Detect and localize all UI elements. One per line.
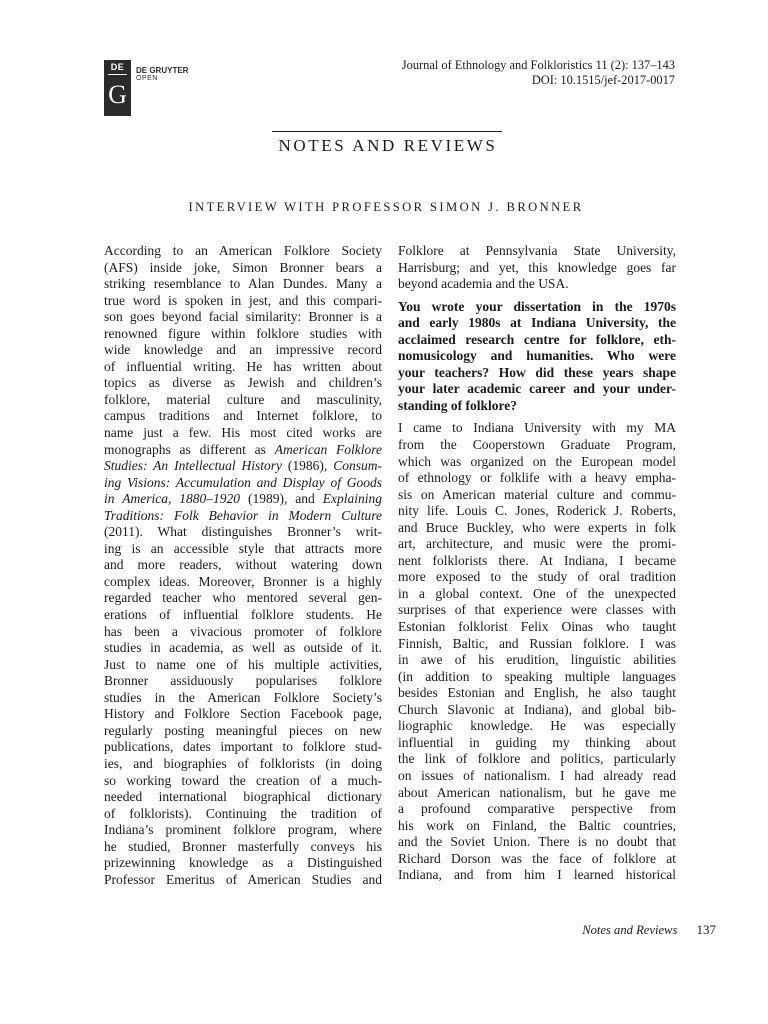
logo-mark-top: DE <box>110 62 125 72</box>
text-run: regularly posting meaningful pieces on new <box>104 722 382 738</box>
body-line: (in addition to speaking multiple languages <box>398 668 676 684</box>
body-line <box>104 342 382 359</box>
body-line: the link of folklore and politics, particularly <box>398 751 676 767</box>
article-title: INTERVIEW WITH PROFESSOR SIMON J. BRONNER <box>188 200 584 214</box>
text-run: has been a vivacious promoter of folklore <box>104 623 382 639</box>
body-line: influential in guiding my thinking about <box>398 734 676 750</box>
journal-doi: DOI: 10.1515/jef-2017-0017 <box>531 73 675 87</box>
text-run: regarded teacher who mentored several gen- <box>104 590 382 606</box>
left-column <box>104 243 382 888</box>
body-line <box>104 260 382 277</box>
body-line: nity life. Louis C. Jones, Roderick J. Roberts, <box>398 503 676 519</box>
body-line <box>104 690 382 707</box>
body-line: Estonian folklorist Felix Oinas who taught <box>398 619 676 635</box>
section-rule <box>272 131 502 132</box>
body-line: I came to Indiana University with my MA <box>398 420 676 436</box>
body-line <box>104 557 382 574</box>
interview-answer <box>398 420 676 883</box>
text-run: History and Folklore Section Facebook page, <box>104 706 382 722</box>
text-run: publications, dates important to folklore stud- <box>104 739 382 755</box>
body-line <box>104 408 382 425</box>
body-line <box>104 607 382 624</box>
body-line <box>104 375 382 392</box>
text-run: Just to name one of his multiple activities, <box>104 656 382 672</box>
text-run: studies in the American Folklore Society’s <box>104 689 382 705</box>
italic-title-run: Studies: An Intellectual History <box>104 458 282 474</box>
question-line: your later academic career and your under- <box>398 381 676 397</box>
body-line: nent folklorists there. At Indiana, I became <box>398 552 676 568</box>
body-line: liographic knowledge. He was especially <box>398 718 676 734</box>
body-line: in awe of his erudition, linguistic abilities <box>398 652 676 668</box>
text-run: he studied, Bronner masterfully conveys his <box>104 838 382 854</box>
page-number: 137 <box>696 922 716 937</box>
text-run: Professor Emeritus of American Studies and <box>104 871 382 887</box>
body-line: on issues of nationalism. I had already read <box>398 767 676 783</box>
text-run: needed international biographical dictionary <box>104 789 382 805</box>
publisher-sub: OPEN <box>136 75 158 82</box>
italic-title-run: Traditions: Folk Behavior in Modern Culture <box>104 507 382 523</box>
body-line <box>104 590 382 607</box>
question-line: standing of folklore? <box>398 397 518 413</box>
journal-citation: Journal of Ethnology and Folkloristics 11 (2): 137–143 <box>401 58 675 72</box>
body-line <box>104 839 382 856</box>
question-line: acclaimed research centre for folklore, eth- <box>398 331 676 347</box>
text-run: of folklorists). Continuing the tradition of <box>104 805 382 821</box>
question-line: nomusicology and humanities. Who were <box>398 348 676 364</box>
body-line <box>104 293 382 310</box>
body-line: more exposed to the study of oral tradition <box>398 569 676 585</box>
italic-title-run: American Folklore <box>274 441 382 457</box>
text-run: erations of influential folklore students. He <box>104 607 382 623</box>
body-line <box>104 822 382 839</box>
publisher-logo <box>104 60 200 116</box>
body-line: Folklore at Pennsylvania State University, <box>398 243 676 258</box>
text-run: and more readers, without watering down <box>104 557 382 573</box>
text-run: (2011). What distinguishes Bronner’s writ- <box>104 524 382 540</box>
body-line <box>104 541 382 558</box>
text-run: wide knowledge and an impressive record <box>104 342 382 358</box>
logo-mark-letter: G <box>108 80 127 109</box>
body-line <box>104 425 382 442</box>
body-line <box>104 326 382 343</box>
body-line: in a global context. One of the unexpected <box>398 585 676 601</box>
body-line <box>104 706 382 723</box>
body-line <box>104 475 382 492</box>
text-run: (1986), <box>282 458 334 474</box>
body-line: Finnish, Baltic, and Russian folklore. I was <box>398 635 676 651</box>
text-run: true word is spoken in jest, and this compari- <box>104 292 382 308</box>
text-run: topics as diverse as Jewish and children’s <box>104 375 382 391</box>
question-line: and early 1980s at Indiana University, the <box>398 315 676 331</box>
italic-title-run: Consum- <box>333 458 382 474</box>
body-line: sis on American material culture and commu- <box>398 486 676 502</box>
body-line <box>104 309 382 326</box>
body-line <box>104 739 382 756</box>
text-run: renowned figure within folklore studies with <box>104 325 382 341</box>
body-line: which was organized on the European model <box>398 453 676 469</box>
body-line <box>104 657 382 674</box>
body-line <box>104 756 382 773</box>
body-line <box>104 624 382 641</box>
text-run: striking resemblance to Alan Dundes. Many a <box>104 276 382 292</box>
text-run: ies, and biographies of folklorists (in doing <box>104 755 382 771</box>
body-line: and Bruce Buckley, who were experts in folk <box>398 519 676 535</box>
publisher-name: DE GRUYTER <box>136 66 189 75</box>
text-run: prizewinning knowledge as a Distinguished <box>104 855 382 871</box>
italic-title-run: in America, 1880–1920 <box>104 491 241 507</box>
text-run: (1989), and <box>240 491 323 507</box>
body-line <box>104 359 382 376</box>
body-line <box>104 524 382 541</box>
body-line: besides Estonian and English, he also taught <box>398 685 676 701</box>
body-line <box>104 458 382 475</box>
text-run: monographs as different as <box>104 441 275 457</box>
body-line: about American nationalism, but he gave me <box>398 784 676 800</box>
right-column <box>398 243 676 884</box>
body-line <box>104 673 382 690</box>
body-line <box>104 392 382 409</box>
text-run: Indiana’s prominent folklore program, where <box>104 822 382 838</box>
body-line: Harrisburg; and yet, this knowledge goes far <box>398 259 676 275</box>
body-line: from the Cooperstown Graduate Program, <box>398 437 676 453</box>
body-line <box>104 789 382 806</box>
text-run: campus traditions and Internet folklore, to <box>104 408 382 424</box>
body-line: of ethnology or folklife with a heavy empha- <box>398 470 676 486</box>
body-line <box>104 723 382 740</box>
logo-mark <box>104 60 131 116</box>
text-run: so working toward the creation of a much- <box>104 772 382 788</box>
text-run: folklore, material culture and masculinity, <box>104 391 382 407</box>
text-run: complex ideas. Moreover, Bronner is a highly <box>104 573 382 589</box>
body-line: Church Slavonic at Indiana), and global bib- <box>398 701 676 717</box>
text-run: Bronner assiduously popularises folklore <box>104 673 382 689</box>
italic-title-run: ing Visions: Accumulation and Display of Goods <box>104 474 382 490</box>
footer-section: Notes and Reviews <box>582 923 678 937</box>
text-run: name just a few. His most cited works are <box>104 425 382 441</box>
page-footer <box>582 922 716 938</box>
text-run: (AFS) inside joke, Simon Bronner bears a <box>104 259 382 275</box>
question-line: You wrote your dissertation in the 1970s <box>398 298 676 314</box>
italic-title-run: Explaining <box>322 491 382 507</box>
body-line <box>104 442 382 459</box>
logo-divider <box>108 74 127 75</box>
body-line: surprises of that experience were classes with <box>398 602 676 618</box>
body-line <box>104 806 382 823</box>
text-run: According to an American Folklore Society <box>104 243 382 258</box>
body-line <box>104 574 382 591</box>
body-line: Indiana, and from him I learned historical <box>398 867 676 883</box>
section-title: NOTES AND REVIEWS <box>278 136 498 155</box>
body-line: Richard Dorson was the face of folklore at <box>398 850 676 866</box>
intro-continuation <box>398 243 676 293</box>
body-line <box>104 773 382 790</box>
body-line <box>104 855 382 872</box>
body-line: a profound comparative perspective from <box>398 801 676 817</box>
body-line: and the Soviet Union. There is no doubt that <box>398 834 676 850</box>
question-line: your teachers? How did these years shape <box>398 364 676 380</box>
text-run: of influential writing. He has written about <box>104 358 382 374</box>
body-line <box>104 640 382 657</box>
body-line <box>104 508 382 525</box>
text-run: studies in academia, as well as outside of it. <box>104 640 382 656</box>
body-line <box>104 491 382 508</box>
journal-header <box>402 58 675 88</box>
body-line <box>104 276 382 293</box>
body-line: his work on Finland, the Baltic countries, <box>398 817 676 833</box>
body-line <box>104 243 382 260</box>
interview-question <box>398 299 676 415</box>
text-run: ing is an accessible style that attracts more <box>104 540 382 556</box>
body-line: beyond academia and the USA. <box>398 276 569 292</box>
body-line: art, architecture, and music were the promi- <box>398 536 676 552</box>
body-line <box>104 872 382 889</box>
text-run: son goes beyond facial similarity: Bronner is a <box>104 309 382 325</box>
